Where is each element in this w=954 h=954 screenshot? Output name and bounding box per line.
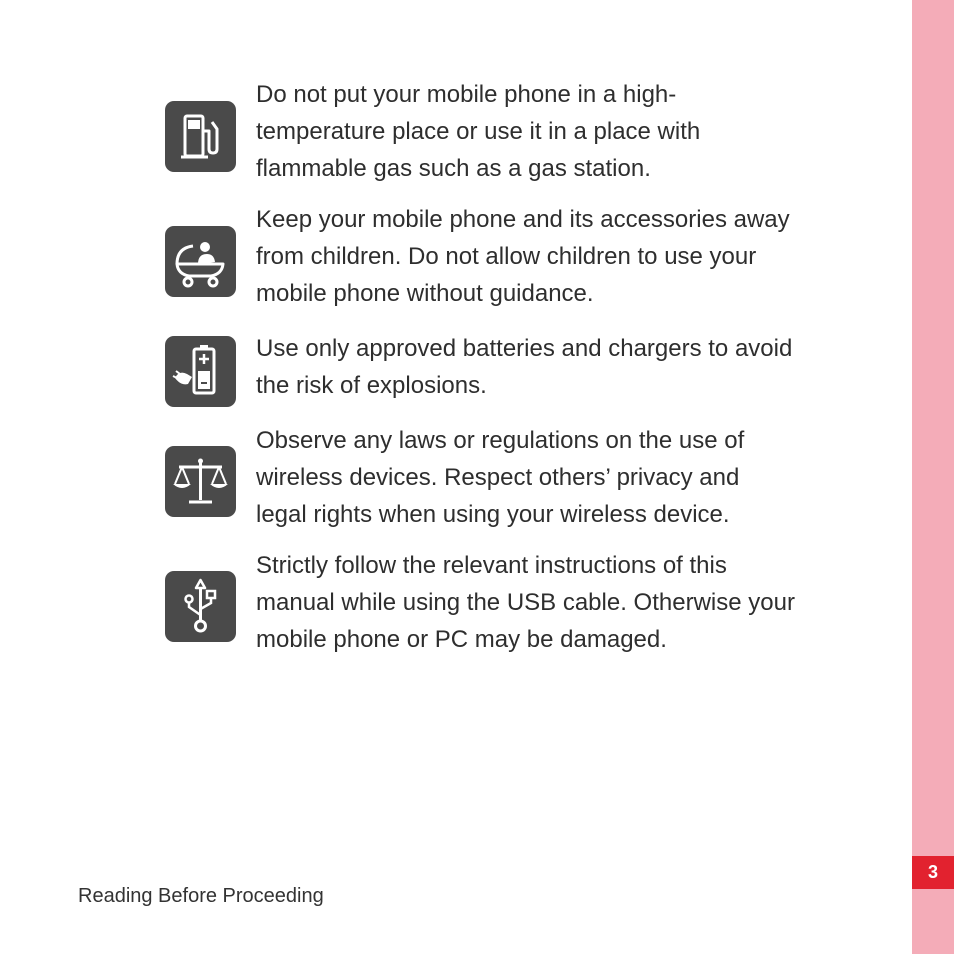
footer-section-title: Reading Before Proceeding	[78, 885, 324, 907]
scales-of-justice-icon	[165, 446, 236, 517]
side-color-strip	[912, 0, 954, 954]
baby-stroller-icon	[165, 226, 236, 297]
safety-text: Observe any laws or regulations on the use of wireless devices. Respect others’ privacy and legal rights when using your wireless device.	[256, 427, 745, 528]
gas-station-icon	[165, 101, 236, 172]
safety-text: Keep your mobile phone and its accessories away from children. Do not allow children to use your mobile phone without guidance.	[256, 206, 790, 307]
usb-icon	[165, 571, 236, 642]
page-number: 3	[912, 856, 954, 889]
safety-text: Do not put your mobile phone in a high-temperature place or use it in a place with flammable gas such as a gas station.	[256, 81, 701, 182]
battery-charger-icon	[165, 336, 236, 407]
safety-text: Strictly follow the relevant instructions of this manual while using the USB cable. Otherwise your mobile phone or PC may be damaged.	[256, 552, 795, 653]
safety-text: Use only approved batteries and chargers to avoid the risk of explosions.	[256, 335, 793, 399]
